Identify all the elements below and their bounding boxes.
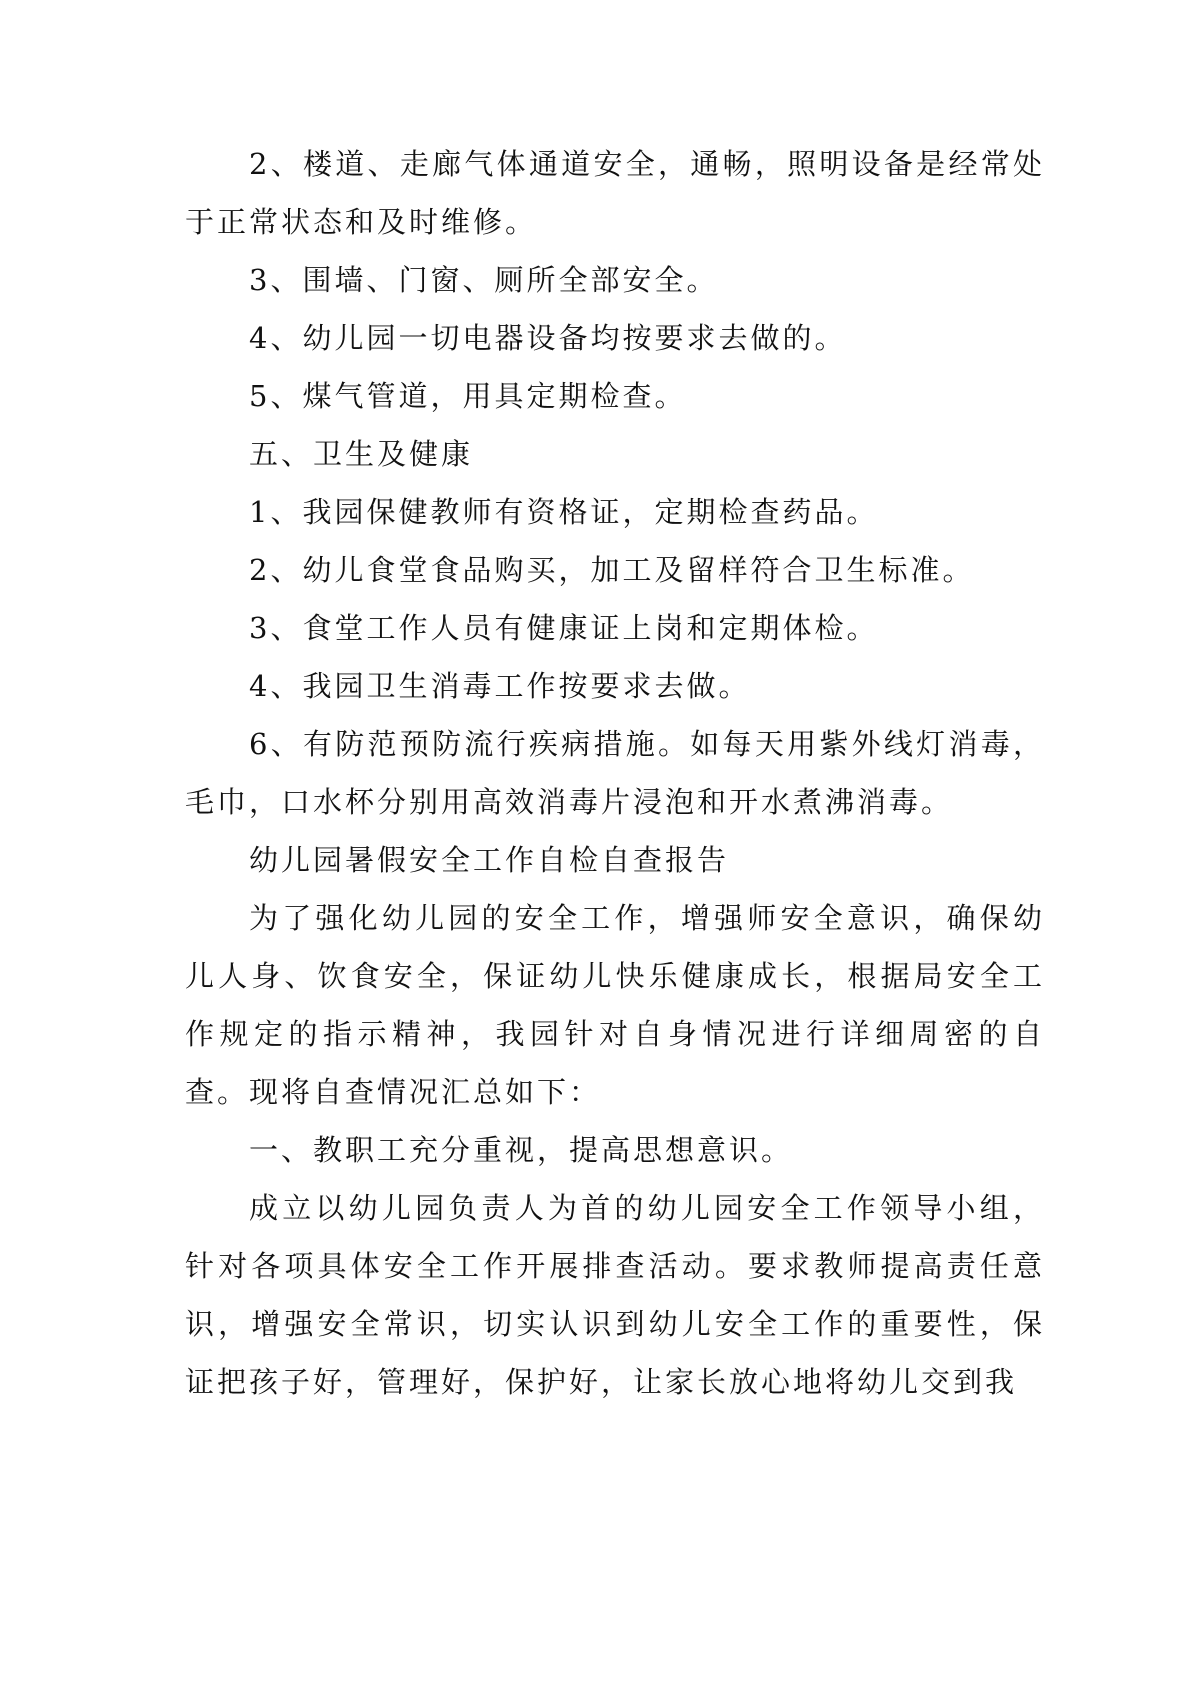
paragraph-walls-doors: 3、围墙、门窗、厕所全部安全。 (249, 263, 719, 297)
paragraph-corridor-safety: 2、楼道、走廊气体通道安全，通畅，照明设备是经常处于正常状态和及时维修。 (185, 147, 1045, 239)
paragraph-canteen-staff: 3、食堂工作人员有健康证上岗和定期体检。 (249, 611, 879, 645)
paragraph-disinfection: 4、我园卫生消毒工作按要求去做。 (249, 669, 751, 703)
report-title: 幼儿园暑假安全工作自检自查报告 (249, 843, 730, 877)
paragraph-report-intro: 为了强化幼儿园的安全工作，增强师安全意识，确保幼儿人身、饮食安全，保证幼儿快乐健康成长，根据局安全工作规定的指示精神，我园针对自身情况进行详细周密的自查。现将自查情况汇总如下： (185, 901, 1045, 1109)
section-heading-hygiene: 五、卫生及健康 (249, 437, 474, 471)
paragraph-gas-pipes: 5、煤气管道，用具定期检查。 (249, 379, 687, 413)
section-heading-staff-awareness: 一、教职工充分重视，提高思想意识。 (249, 1133, 794, 1167)
paragraph-electrical: 4、幼儿园一切电器设备均按要求去做的。 (249, 321, 847, 355)
paragraph-safety-group: 成立以幼儿园负责人为首的幼儿园安全工作领导小组，针对各项具体安全工作开展排查活动。要求教师提高责任意识，增强安全常识，切实认识到幼儿安全工作的重要性，保证把孩子好，管理好，保护好，让家长放心地将幼儿交到我 (185, 1191, 1045, 1399)
paragraph-disease-prevention: 6、有防范预防流行疾病措施。如每天用紫外线灯消毒，毛巾，口水杯分别用高效消毒片浸泡和开水煮沸消毒。 (185, 727, 1045, 819)
paragraph-canteen-food: 2、幼儿食堂食品购买，加工及留样符合卫生标准。 (249, 553, 975, 587)
paragraph-health-teacher: 1、我园保健教师有资格证，定期检查药品。 (249, 495, 879, 529)
